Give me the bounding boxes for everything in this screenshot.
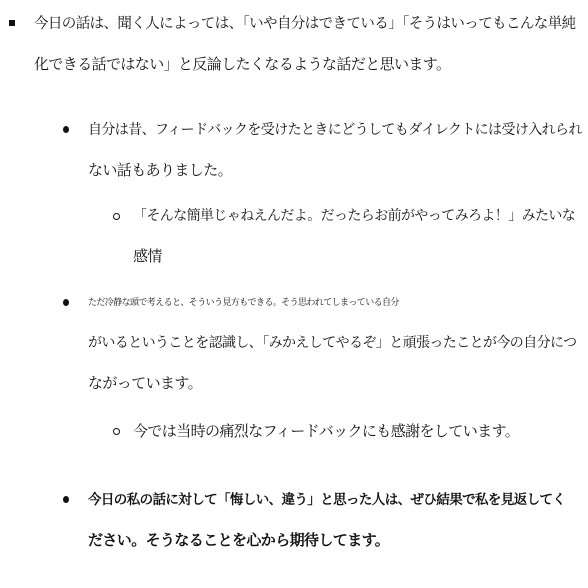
disc-bullet-icon (63, 299, 69, 306)
circle-bullet-icon (113, 428, 120, 435)
list-item-line: ださい。そうなることを心から期待してます。 (88, 531, 390, 549)
list-item-line: ない話もありました。 (88, 161, 233, 179)
disc-bullet-icon (63, 496, 69, 503)
list-item (88, 283, 577, 403)
list-item-line: ただ冷静な頭で考えると、そういう見方もできる。そう思われてしまっている自分 (88, 298, 399, 308)
list-item-line: 今日の話は、聞く人によっては、「いや自分はできている」「そうはいってもこんな単純 (34, 16, 576, 32)
list-item-line: 「そんな簡単じゃねえんだよ。だったらお前がやってみろよ！」みたいな (133, 208, 576, 224)
list-item-line: 化できる話ではない」と反論したくなるような話だと思います。 (34, 55, 451, 73)
list-item-line: 自分は昔、フィードバックを受けたときにどうしてもダイレクトには受け入れられ (88, 122, 582, 138)
list-item-emphasis (88, 480, 565, 560)
circle-bullet-icon (113, 213, 120, 220)
list-item (133, 411, 519, 451)
list-item (88, 110, 582, 190)
list-item (34, 4, 576, 84)
list-item-line: 今では当時の痛烈なフィードバックにも感謝をしています。 (133, 422, 520, 440)
list-item-line: 感情 (133, 247, 162, 265)
disc-bullet-icon (63, 126, 69, 133)
list-item (133, 196, 575, 276)
list-item-line: 今日の私の話に対して「悔しい、違う」と思った人は、ぜひ結果で私を見返してく (88, 492, 566, 508)
square-bullet-icon (9, 20, 15, 26)
list-item-line: ながっています。 (88, 374, 203, 392)
list-item-line: がいるということを認識し、「みかえしてやるぞ」と頑張ったことが今の自分につ (88, 335, 577, 351)
